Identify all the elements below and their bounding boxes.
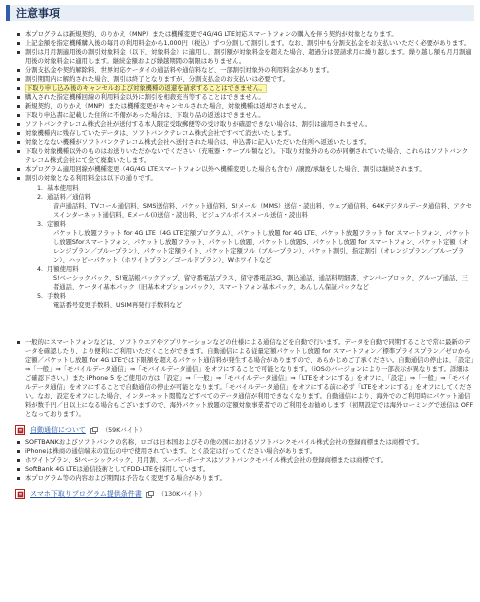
plan-number: 2. [37,194,44,201]
note-item: 割引期間内に解約された場合、割引は終了となりますが、分割支払金のお支払いは必要です。 [16,75,474,84]
plan-detail: 電話番号変更手数料、USIM再発行手数料など [53,302,183,309]
note-item: 下取り対象機種以外のものはお送りいただかないでください（充電器・ケーブル類など）。下取り対象外のものが同梱されていた場合、これらはソフトバンクテレコム株式会社にて全て廃棄いたします。 [16,147,474,165]
section-gap [6,310,474,338]
plan-number: 3. [37,221,44,228]
page-title-text: 注意事項 [16,6,60,20]
plans-intro: 割引の対象となる利用料金は以下の通りです。 [25,175,157,182]
pdf-icon [15,489,25,499]
highlighted-note: 下取り申し込み後のキャンセルおよび対象機種の返還を請求することはできません。 [26,85,266,92]
download-auto-communication [15,425,474,435]
plan-title: 定額料 [47,221,66,228]
note-item-plans [16,174,474,310]
plan-item [37,220,474,265]
file-size: （130Kバイト） [157,490,206,498]
note-item: ソフトバンクテレコム株式会社が送付する本人限定受取郵便等の受け取りが確認できない場合は、割引は適用されません。 [16,120,474,129]
plan-item [37,292,474,310]
auto-communication-link[interactable]: 自動通信について [30,425,86,434]
external-window-icon [90,427,98,434]
page-title [6,5,474,21]
plan-detail: 音声通話料、TVコール通信料、SMS送信料、パケット通信料、S!メール（MMS）送信・読出料、ウェブ通信料、64Kデジタルデータ通信料、アクセスインターネット通信料、Eメール(i)送信・読出料、ビジュアルボイスメール送信・読出料 [53,203,472,219]
notes-list [6,30,474,310]
note-item-highlighted [16,84,474,93]
note-item: 対象機種内に残存していたデータは、ソフトバンクテレコム株式会社ですべて消去いたします。 [16,129,474,138]
note-item: 分割支払金や契約解除料、世界対応ケータイの通話料や通信料など、一部割引対象外の利用料金があります。 [16,66,474,75]
note-item: 割引は月月割適用後の割引対象料金（以下、対象料金）に適用し、割引額が対象料金を超えた場合、超過分は翌請求月に繰り越します。繰り越し額も月月割適用後の対象料金に適用します。継続金額および繰越期間の制限はありません。 [16,48,474,66]
plan-title: 通話料／通信料 [47,194,92,201]
extra-notes-list [6,338,474,419]
note-item-auto-communication: 一般的にスマートフォンなどは、ソフトウエアやアプリケーションなどの仕様による通信などを自動で行います。データを自動で同期することで常に最新のデータを確認したり、より便利にご利用いただくことができます。自動通信による従量定額パケットし放題 for スマートフォン／標準プライスプラン／ゼロから定額／パケットし放題 for 4G LTEでは下限額を超えるパケット通信料が発生する場合がありますので、あらかじめご了承ください。自動通信の停止は、「設定」⇒「一般」⇒「モバイルデータ通信」⇒「モバイルデータ通信」をオフにすることで可能となります。（iOSのバージョンにより一部表示が異なります。詳細はご確認下さい。）また iPhone 5 をご使用の方は「設定」⇒「一般」⇒「モバイルデータ通信」⇒「LTEをオンにする」をオフに、「設定」⇒「一般」⇒「モバイルデータ通信」をオフにすることで自動通信の停止が可能となります。「モバイルデータ通信」をオフにする前に必ず「LTEをオンにする」をオフにしてください。なお、設定をオフにした場合、インターネット閲覧などすべてのデータ通信が利用できなくなります。自動通信により、海外でのご利用時にパケット通信料が数千円／日以上になる場合もございますので、海外パケット放題の定額対象事業者でのご利用をお勧めします（初期設定では海外ローミングで送信は OFF となっております）。 [16,338,474,419]
note-item: 本プログラム適用回線が機種変更（4G/4G LTEスマートフォン以外へ機種変更した場合も含む）/譲渡/承継をした場合、割引は継続されます。 [16,165,474,174]
file-size: （59Kバイト） [101,426,146,434]
conditions-pdf-link[interactable]: スマホ下取りプログラム提供条件書 [30,489,142,498]
plan-detail: S!ベーシックパック、S!電話帳バックアップ、留守番電話プラス、留守番電話3G、割込通話、通話料明細書、ナンバーブロック、グループ通話、三者通話、ケータイ基本パック（旧基本オプションパック）、スマートフォン基本パック、あんしん保証パックなど [53,275,468,291]
plan-item [37,193,474,220]
trademark-item: SoftBank 4G LTEは通信技術としてFDD-LTEを採用しています。 [16,465,474,474]
trademark-item: SOFTBANKおよびソフトバンクの名称、ロゴは日本国およびその他の国におけるソフトバンクモバイル株式会社の登録商標または商標です。 [16,438,474,447]
plan-number: 4. [37,266,44,273]
plan-item [37,265,474,292]
trademark-item: ホワイトプラン、S!ベーシックパック、月月割、スーパーボーナスはソフトバンクモバイル株式会社の登録商標または商標です。 [16,456,474,465]
note-item: 本プログラムは新規契約、のりかえ（MNP）または機種変更で4G/4G LTE対応スマートフォンの購入を伴う契約が対象となります。 [16,30,474,39]
plan-title: 手数料 [47,293,66,300]
trademark-item: 本プログラム等の内容および期間は予告なく変更する場合があります。 [16,474,474,483]
pdf-icon [15,425,25,435]
note-item: 下取り申込書に記載した住所に不備があった場合は、下取り品の返送はできません。 [16,111,474,120]
plan-title: 月額使用料 [47,266,79,273]
note-item: 新規契約、のりかえ（MNP）または機種変更がキャンセルされた場合、対象機種は返却されません。 [16,102,474,111]
plan-title: 基本使用料 [47,185,79,192]
download-conditions [15,489,474,499]
plan-item [37,184,474,193]
trademark-item: iPhoneは株商の通信端末の宣伝の中で使用されています。とく設定は行ってください場合があります。 [16,447,474,456]
plans-list [25,184,474,310]
plan-number: 5. [37,293,44,300]
note-item: 上記金額を指定機種購入後の毎月の利用料金から1,000円（税込）ずつ分割して割引します。なお、割引中も分割支払金をお支払いいただく必要があります。 [16,39,474,48]
external-window-icon [146,491,154,498]
plan-detail: パケットし放題フラット for 4G LTE（4G LTE定額プログラム）、パケットし放題 for 4G LTE、パケット放題フラット for スマートフォン、パケットし放題Sforスマートフォン、パケットし放題フラット、パケットし放題、パケットし放題S、パケットし放題 for スマートフォン、パケット定額（オレンジプラン／ブループラン）、パケット定額ライト、パケット定額フル（ブループラン）、パケット割引、指定割引（オレンジプラン／ブループラン）、ハッピーパケット（ホワイトプラン／ゴールドプラン）、Wホワイトなど [53,230,471,264]
note-item: 対象となない機種がソフトバンクテレコム株式会社へ送付された場合は、申込書に記入いただいた住所へ返送いたします。 [16,138,474,147]
note-item: 購入された指定機種回線の利用料金以外に割引を相殺充当等することはできません。 [16,93,474,102]
plan-number: 1. [37,185,44,192]
trademark-list [6,438,474,483]
